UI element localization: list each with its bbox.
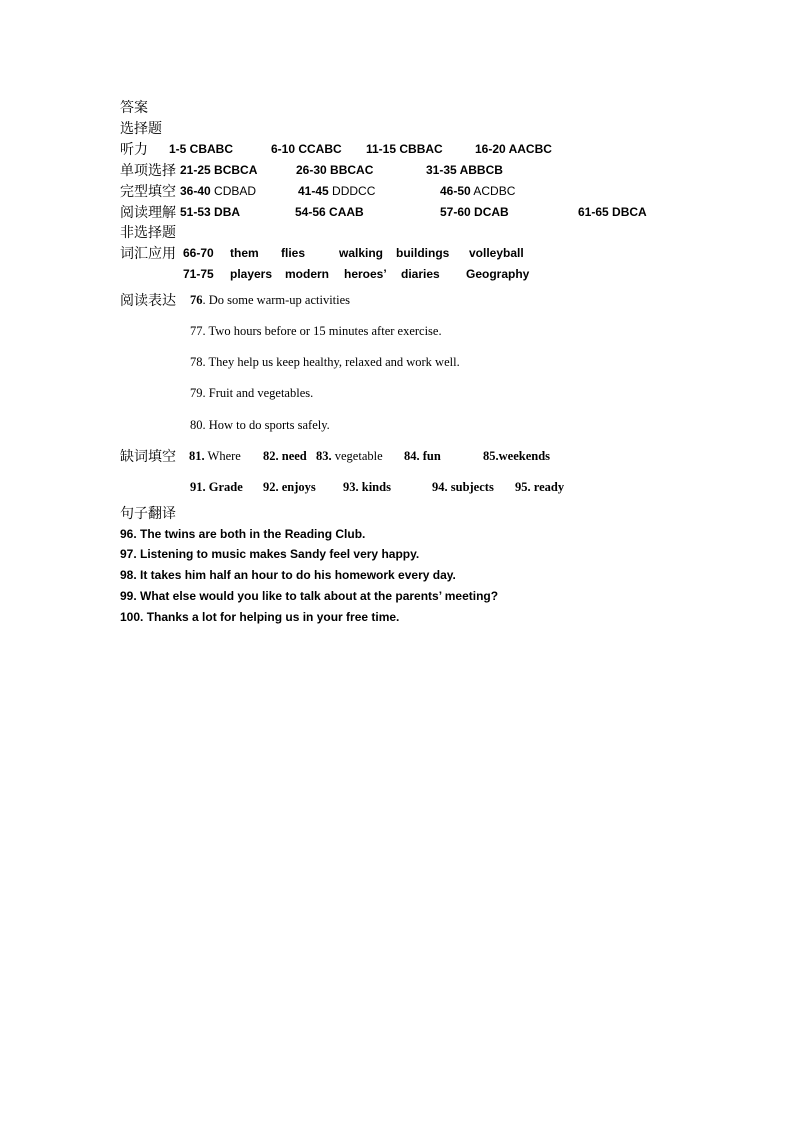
- translation-item: 98. It takes him half an hour to do his homework every day.: [120, 568, 456, 582]
- vocab-label: 词汇应用: [120, 245, 176, 261]
- reading-expression-item: [190, 291, 350, 309]
- single-choice-answer: 31-35 ABBCB: [426, 163, 503, 177]
- cloze-letters: ACDBC: [473, 184, 516, 198]
- item-number: 81.: [189, 449, 205, 463]
- listening-answer: 1-5 CBABC: [169, 142, 234, 156]
- reading-letters: CAAB: [329, 205, 364, 219]
- word-fill-answer: 95. ready: [515, 480, 565, 494]
- vocab-word: modern: [285, 267, 330, 281]
- reading-expression-item: [190, 416, 330, 434]
- reading-answer: [578, 203, 647, 221]
- reading-number: 54-56: [295, 205, 326, 219]
- reading-number: 51-53: [180, 205, 211, 219]
- vocab-word: walking: [339, 246, 384, 260]
- vocab-word: flies: [281, 246, 306, 260]
- reading-letters: DCAB: [474, 205, 509, 219]
- listening-answer: 16-20 AACBC: [475, 142, 552, 156]
- item-text: . Fruit and vegetables.: [202, 386, 314, 400]
- item-number: 80: [190, 418, 203, 432]
- cloze-number: 41-45: [298, 184, 329, 198]
- item-word: vegetable: [334, 449, 383, 463]
- reading-number: 57-60: [440, 205, 471, 219]
- reading-letters: DBA: [214, 205, 241, 219]
- word-fill-answer: [189, 447, 241, 465]
- vocab-word: players: [230, 267, 273, 281]
- cloze-letters: CDBAD: [214, 184, 257, 198]
- translation-label: 句子翻译: [120, 505, 176, 521]
- item-number: 77: [190, 324, 203, 338]
- reading-expression-label: 阅读表达: [120, 292, 176, 308]
- single-choice-answer: 21-25 BCBCA: [180, 163, 258, 177]
- cloze-number: 36-40: [180, 184, 211, 198]
- cloze-answer: [440, 182, 515, 200]
- single-choice-label: 单项选择: [120, 162, 176, 178]
- page-title: 答案: [120, 99, 148, 115]
- reading-answer: [440, 203, 509, 221]
- item-number: 76: [190, 293, 203, 307]
- translation-item: 99. What else would you like to talk about at the parents’ meeting?: [120, 589, 499, 603]
- item-text: . Two hours before or 15 minutes after exercise.: [202, 324, 442, 338]
- vocab-word: volleyball: [469, 246, 524, 260]
- item-text: . They help us keep healthy, relaxed and work well.: [202, 355, 460, 369]
- vocab-word: buildings: [396, 246, 450, 260]
- listening-label: 听力: [120, 141, 148, 157]
- single-choice-answer: 26-30 BBCAC: [296, 163, 374, 177]
- reading-number: 61-65: [578, 205, 609, 219]
- translation-item: 100. Thanks a lot for helping us in your free time.: [120, 610, 400, 624]
- listening-answer: 6-10 CCABC: [271, 142, 342, 156]
- word-fill-answer: 91. Grade: [190, 480, 243, 494]
- word-fill-answer: 92. enjoys: [263, 480, 316, 494]
- reading-letters: DBCA: [612, 205, 647, 219]
- word-fill-answer: 82. need: [263, 449, 307, 463]
- listening-answer: 11-15 CBBAC: [366, 142, 443, 156]
- item-number: 83.: [316, 449, 332, 463]
- vocab-word: heroes’: [344, 267, 387, 281]
- cloze-letters: DDDCC: [332, 184, 376, 198]
- cloze-answer: [180, 182, 256, 200]
- reading-expression-item: [190, 353, 460, 371]
- reading-answer: [295, 203, 364, 221]
- cloze-number: 46-50: [440, 184, 471, 198]
- item-text: . How to do sports safely.: [202, 418, 330, 432]
- translation-item: 97. Listening to music makes Sandy feel very happy.: [120, 547, 420, 561]
- item-number: 78: [190, 355, 203, 369]
- vocab-range: 71-75: [183, 267, 214, 281]
- word-fill-label: 缺词填空: [120, 448, 176, 464]
- word-fill-answer: 84. fun: [404, 449, 441, 463]
- translation-item: 96. The twins are both in the Reading Club.: [120, 527, 366, 541]
- word-fill-answer: 93. kinds: [343, 480, 391, 494]
- word-fill-answer: [316, 447, 383, 465]
- reading-answer: [180, 203, 240, 221]
- reading-expression-item: [190, 322, 442, 340]
- item-word: Where: [207, 449, 241, 463]
- vocab-range: 66-70: [183, 246, 214, 260]
- item-number: 79: [190, 386, 203, 400]
- item-text: . Do some warm-up activities: [202, 293, 351, 307]
- cloze-answer: [298, 182, 375, 200]
- word-fill-answer: 94. subjects: [432, 480, 494, 494]
- vocab-word: them: [230, 246, 259, 260]
- section-choice-heading: 选择题: [120, 120, 162, 136]
- reading-expression-item: [190, 384, 313, 402]
- reading-label: 阅读理解: [120, 204, 176, 220]
- vocab-word: Geography: [466, 267, 530, 281]
- word-fill-answer: 85.weekends: [483, 449, 551, 463]
- vocab-word: diaries: [401, 267, 440, 281]
- section-nonchoice-heading: 非选择题: [120, 224, 176, 240]
- cloze-label: 完型填空: [120, 183, 176, 199]
